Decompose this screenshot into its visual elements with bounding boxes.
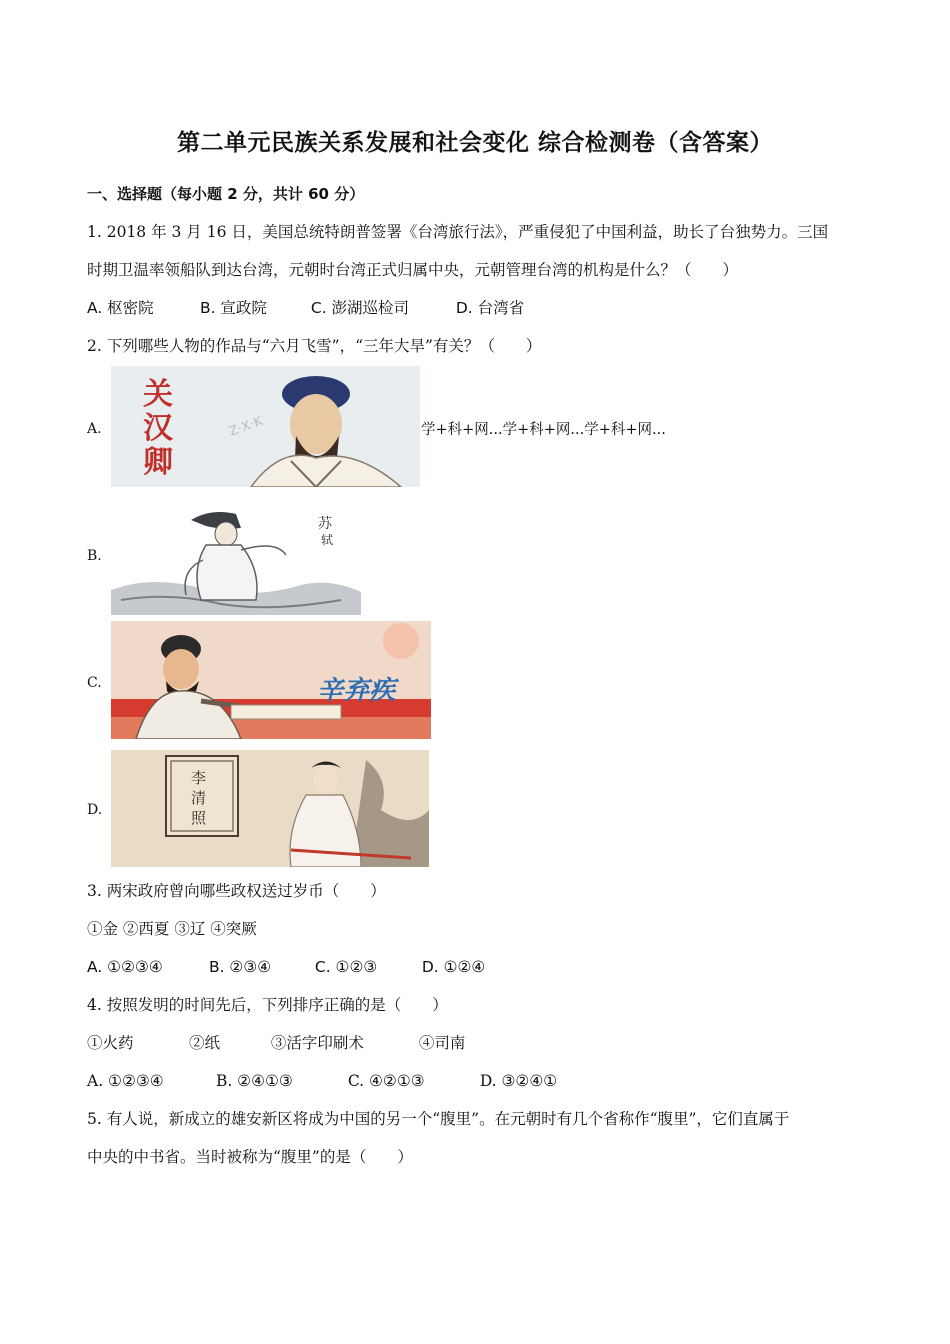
q2-watermark-text: 学+科+网...学+科+网...学+科+网... <box>421 422 666 438</box>
q1-option-a: A. 枢密院 <box>87 299 154 317</box>
svg-text:Z·X·K: Z·X·K <box>227 413 265 440</box>
q3-options <box>87 957 485 977</box>
q1-options <box>87 298 524 318</box>
q2-label-b: B. <box>87 548 102 564</box>
img-c-label: 辛弃疾 <box>317 676 396 706</box>
q4-item-3: ③活字印刷术 <box>270 1034 364 1052</box>
img-a-char1: 关 <box>143 377 173 412</box>
su-shi-image <box>111 500 361 615</box>
q2-label-c: C. <box>87 675 102 691</box>
q4-option-b: B. ②④①③ <box>215 1072 293 1090</box>
guan-hanqing-image <box>111 366 420 487</box>
document-title: 第二单元民族关系发展和社会变化 综合检测卷（含答案） <box>176 130 773 156</box>
section-heading: 一、选择题（每小题 2 分，共计 60 分） <box>87 185 365 203</box>
q4-option-a: A. ①②③④ <box>87 1072 164 1090</box>
q4-options <box>87 1071 557 1091</box>
q3-stem: 3. 两宋政府曾向哪些政权送过岁币（ ） <box>87 882 386 900</box>
q2-label-d: D. <box>87 802 103 818</box>
xin-qiji-image <box>111 621 431 739</box>
q4-item-2: ②纸 <box>188 1034 220 1052</box>
q4-option-c: C. ④②①③ <box>347 1072 425 1090</box>
q1-option-b: B. 宣政院 <box>199 299 267 317</box>
img-b-char2: 轼 <box>321 533 334 547</box>
q3-option-b: B. ②③④ <box>208 958 272 976</box>
q2-label-a: A. <box>87 421 102 437</box>
q1-stem-line2: 时期卫温率领船队到达台湾，元朝时台湾正式归属中央，元朝管理台湾的机构是什么？（ ） <box>87 261 739 279</box>
q1-option-d: D. 台湾省 <box>455 299 525 317</box>
q1-stem-line1: 1. 2018 年 3 月 16 日，美国总统特朗普签署《台湾旅行法》，严重侵犯了中国利益，助长了台独势力。三国 <box>87 223 829 241</box>
q3-option-d: D. ①②④ <box>421 958 486 976</box>
q3-items: ①金 ②西夏 ③辽 ④突厥 <box>87 920 257 938</box>
q5-stem-line1: 5. 有人说，新成立的雄安新区将成为中国的另一个“腹里”。在元朝时有几个省称作“腹里”，它们直属于 <box>87 1110 790 1128</box>
img-a-char3: 卿 <box>143 445 173 480</box>
img-d-char3: 照 <box>191 809 207 827</box>
q2-stem: 2. 下列哪些人物的作品与“六月飞雪”，“三年大旱”有关？（ ） <box>87 337 542 355</box>
q4-items <box>87 1033 465 1053</box>
q4-stem: 4. 按照发明的时间先后，下列排序正确的是（ ） <box>87 996 448 1014</box>
q3-option-c: C. ①②③ <box>314 958 378 976</box>
li-qingzhao-image <box>111 750 429 867</box>
img-d-char2: 清 <box>191 789 207 807</box>
q3-option-a: A. ①②③④ <box>87 958 163 976</box>
img-b-char1: 苏 <box>318 516 332 532</box>
q1-option-c: C. 澎湖巡检司 <box>310 299 410 317</box>
q4-option-d: D. ③②④① <box>479 1072 558 1090</box>
img-a-char2: 汉 <box>143 411 173 446</box>
q5-stem-line2: 中央的中书省。当时被称为“腹里”的是（ ） <box>87 1148 413 1166</box>
q4-item-4: ④司南 <box>418 1034 466 1052</box>
q4-item-1: ①火药 <box>87 1034 134 1052</box>
img-d-char1: 李 <box>191 769 207 787</box>
